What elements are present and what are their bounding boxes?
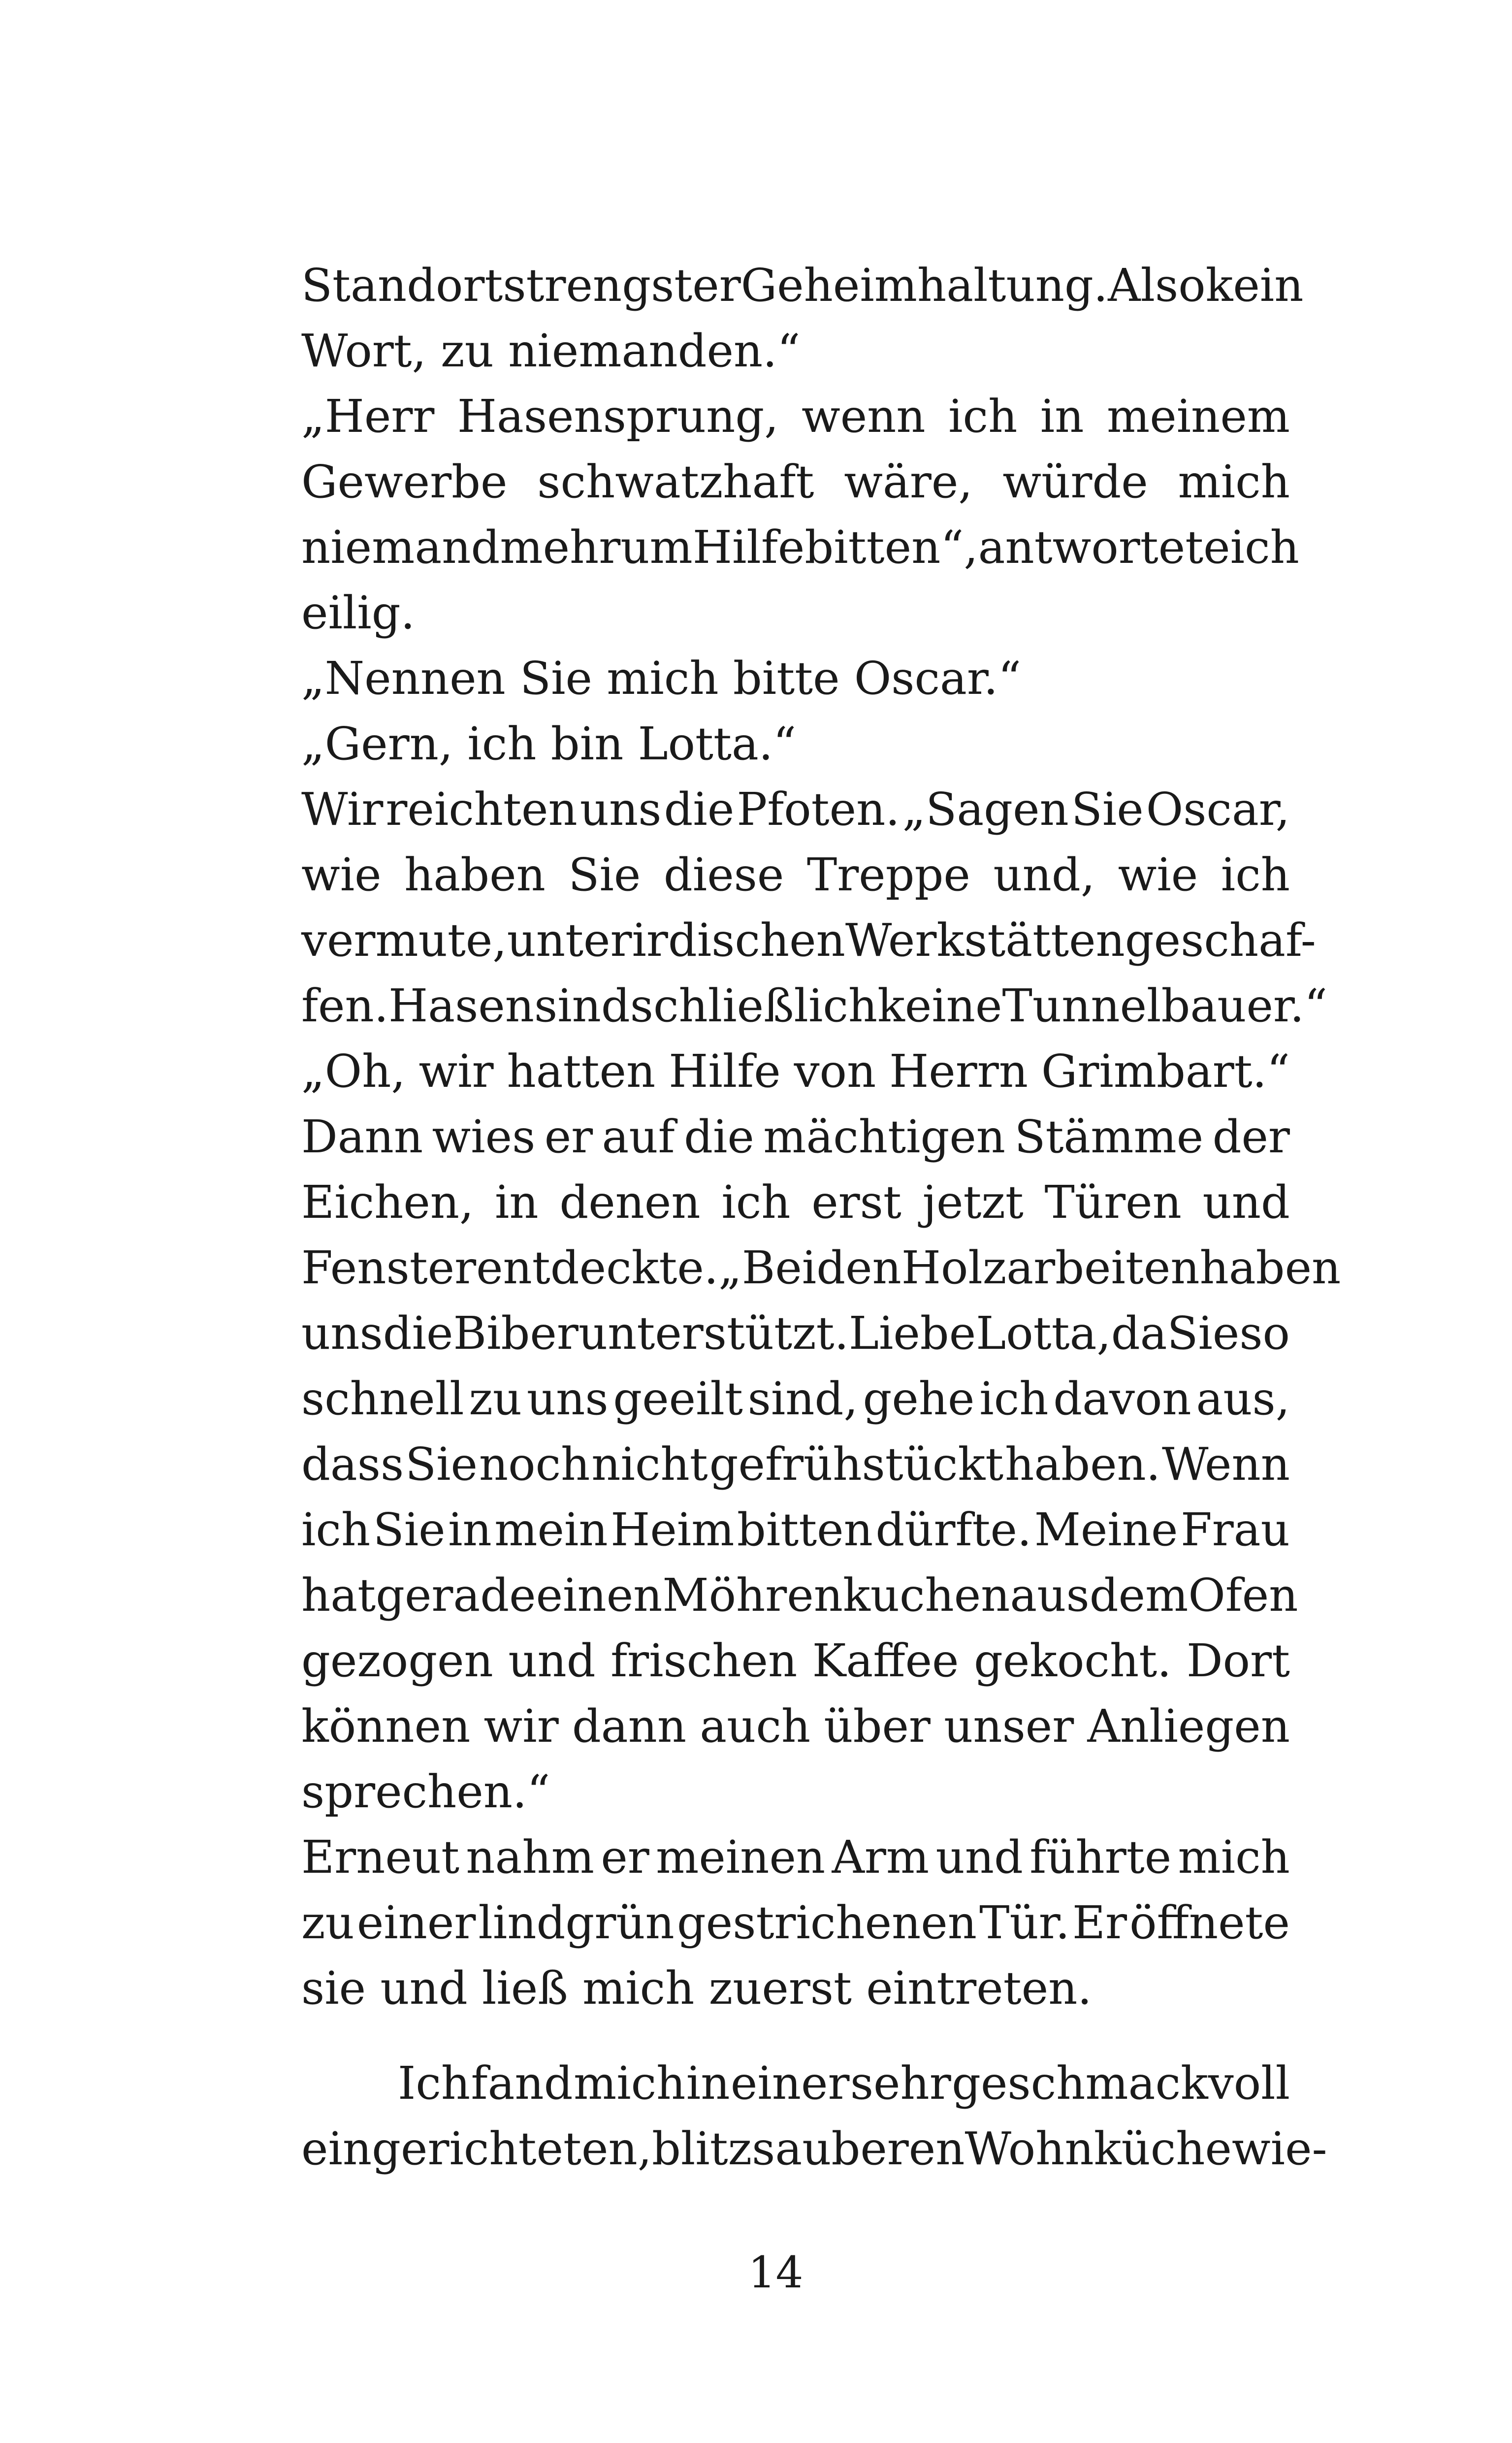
word: die bbox=[684, 1110, 754, 1163]
word: uns bbox=[579, 783, 662, 836]
text-line bbox=[301, 1694, 1290, 1759]
text-line bbox=[301, 1170, 1290, 1235]
word: so bbox=[1239, 1307, 1290, 1360]
word: führte bbox=[1029, 1831, 1172, 1884]
word: „Oh, bbox=[301, 1045, 406, 1098]
text-line bbox=[301, 908, 1316, 973]
word: die bbox=[383, 1307, 453, 1360]
text-line bbox=[301, 1432, 1290, 1497]
word: haben. bbox=[1005, 1438, 1161, 1491]
word: und bbox=[1202, 1176, 1290, 1229]
word: der bbox=[1212, 1110, 1290, 1163]
word: wenn bbox=[801, 390, 926, 443]
word: blitzsauberen bbox=[651, 2122, 965, 2175]
word: wie bbox=[301, 848, 382, 901]
word: Heim bbox=[611, 1503, 735, 1556]
word: in bbox=[448, 1503, 492, 1556]
text-line bbox=[301, 515, 1299, 580]
word: Geheimhaltung. bbox=[740, 259, 1108, 312]
word: Pfoten. bbox=[737, 783, 900, 836]
word: Tür. bbox=[979, 1896, 1070, 1949]
word: einen bbox=[536, 1569, 663, 1622]
word: Arm bbox=[832, 1831, 930, 1884]
word: gerade bbox=[376, 1569, 536, 1622]
word: Hasensprung, bbox=[457, 390, 779, 443]
word: Er bbox=[1072, 1896, 1127, 1949]
word: Lotta, bbox=[976, 1307, 1111, 1360]
word: gekocht. bbox=[973, 1634, 1172, 1687]
word: Treppe bbox=[806, 848, 970, 901]
word: zu bbox=[469, 1372, 522, 1425]
text-line bbox=[301, 1890, 1290, 1955]
word: in bbox=[686, 2057, 730, 2110]
text-line bbox=[301, 1628, 1290, 1694]
word: aus, bbox=[1196, 1372, 1290, 1425]
word: wie bbox=[1118, 848, 1198, 901]
word: über bbox=[824, 1700, 931, 1753]
word: ich bbox=[1230, 521, 1299, 574]
text-line bbox=[301, 1235, 1341, 1301]
word: Oscar, bbox=[1146, 783, 1290, 836]
word: jetzt bbox=[922, 1176, 1024, 1229]
word: hatten bbox=[507, 1045, 656, 1098]
paragraph-gap bbox=[301, 2021, 1290, 2051]
word: sind bbox=[534, 979, 630, 1032]
word: auch bbox=[700, 1700, 811, 1753]
text-line bbox=[301, 973, 1328, 1039]
word: Erneut bbox=[301, 1831, 460, 1884]
word: keine bbox=[877, 979, 1002, 1032]
word: Anliegen bbox=[1087, 1700, 1290, 1753]
word: Also bbox=[1108, 259, 1206, 312]
word: diese bbox=[663, 848, 784, 901]
word: schließlich bbox=[630, 979, 878, 1032]
word: gezogen bbox=[301, 1634, 493, 1687]
word: haben bbox=[1199, 1241, 1341, 1294]
word: und, bbox=[993, 848, 1095, 901]
word: einer bbox=[356, 1896, 476, 1949]
text-line: eilig. bbox=[301, 586, 415, 639]
word: Sie bbox=[405, 1438, 478, 1491]
word: die bbox=[664, 783, 735, 836]
word: Grimbart.“ bbox=[1041, 1045, 1290, 1098]
word: und bbox=[508, 1634, 596, 1687]
word: Türen bbox=[1044, 1176, 1182, 1229]
word: Tunnelbauer.“ bbox=[1002, 979, 1328, 1032]
word: gestrichenen bbox=[676, 1896, 977, 1949]
word: Hilfe bbox=[692, 521, 805, 574]
word: strengster bbox=[503, 259, 741, 312]
word: und bbox=[935, 1831, 1023, 1884]
word: gefrühstückt bbox=[709, 1438, 1004, 1491]
word: hat bbox=[301, 1569, 376, 1622]
text-line bbox=[301, 1301, 1290, 1366]
word: um bbox=[620, 521, 693, 574]
word: lindgrün bbox=[478, 1896, 675, 1949]
word: uns bbox=[526, 1372, 609, 1425]
word: geschaf- bbox=[1125, 914, 1316, 967]
word: „Bei bbox=[718, 1241, 817, 1294]
word: Stämme bbox=[1014, 1110, 1204, 1163]
word: „Sagen bbox=[902, 783, 1069, 836]
word: Ofen bbox=[1188, 1569, 1298, 1622]
word: Gewerbe bbox=[301, 456, 508, 508]
word: davon bbox=[1053, 1372, 1191, 1425]
word: Sie bbox=[373, 1503, 446, 1556]
word: uns bbox=[301, 1307, 383, 1360]
text-line bbox=[301, 842, 1290, 908]
word: Ich bbox=[398, 2057, 471, 2110]
word: reichten bbox=[386, 783, 578, 836]
word: Dann bbox=[301, 1110, 423, 1163]
word: sehr bbox=[850, 2057, 951, 2110]
word: Holzarbeiten bbox=[901, 1241, 1200, 1294]
word: Werkstätten bbox=[845, 914, 1125, 967]
word: vermute, bbox=[301, 914, 507, 967]
text-line bbox=[301, 1104, 1290, 1170]
word: unterstützt. bbox=[578, 1307, 849, 1360]
word: dem bbox=[1089, 1569, 1189, 1622]
text-line bbox=[301, 1824, 1290, 1890]
word: in bbox=[1040, 390, 1084, 443]
word: dass bbox=[301, 1438, 404, 1491]
word: einer bbox=[730, 2057, 850, 2110]
word: unser bbox=[944, 1700, 1074, 1753]
word: öffnete bbox=[1129, 1896, 1290, 1949]
word: entdeckte. bbox=[476, 1241, 719, 1294]
word: er bbox=[544, 1110, 593, 1163]
word: ich bbox=[948, 390, 1018, 443]
word: Möhrenkuchen bbox=[662, 1569, 1010, 1622]
text-line: sie und ließ mich zuerst eintreten. bbox=[301, 1962, 1092, 2015]
text-line bbox=[301, 777, 1290, 842]
word: unterirdischen bbox=[507, 914, 845, 967]
text-line bbox=[301, 449, 1290, 515]
text-line: „Nennen Sie mich bitte Oscar.“ bbox=[301, 652, 1021, 705]
word: er bbox=[601, 1831, 649, 1884]
text-line bbox=[301, 1563, 1298, 1628]
word: antwortete bbox=[978, 521, 1230, 574]
text-line bbox=[301, 1039, 1290, 1104]
word: Herrn bbox=[889, 1045, 1028, 1098]
word: geeilt bbox=[613, 1372, 743, 1425]
text-line bbox=[301, 2116, 1327, 2182]
word: Standort bbox=[301, 259, 503, 312]
word: würde bbox=[1002, 456, 1148, 508]
word: eingerichteten, bbox=[301, 2122, 652, 2175]
word: wir bbox=[483, 1700, 559, 1753]
word: Fenster bbox=[301, 1241, 477, 1294]
word: Wenn bbox=[1161, 1438, 1290, 1491]
word: wie- bbox=[1231, 2122, 1327, 2175]
word: meinem bbox=[1106, 390, 1290, 443]
word: Hasen bbox=[388, 979, 534, 1032]
word: Sie bbox=[568, 848, 641, 901]
word: Kaffee bbox=[812, 1634, 959, 1687]
word: bitten bbox=[737, 1503, 873, 1556]
word: zu bbox=[301, 1896, 354, 1949]
word: kein bbox=[1205, 259, 1304, 312]
word: fen. bbox=[301, 979, 388, 1032]
word: ich bbox=[1221, 848, 1290, 901]
word: aus bbox=[1010, 1569, 1090, 1622]
word: fand bbox=[471, 2057, 573, 2110]
word: haben bbox=[404, 848, 546, 901]
word: denen bbox=[559, 1176, 701, 1229]
word: da bbox=[1111, 1307, 1167, 1360]
word: schwatzhaft bbox=[537, 456, 814, 508]
word: „Herr bbox=[301, 390, 435, 443]
word: meinen bbox=[656, 1831, 826, 1884]
word: geschmackvoll bbox=[952, 2057, 1290, 2110]
text-line bbox=[301, 384, 1290, 449]
word: sind, bbox=[747, 1372, 858, 1425]
word: ich bbox=[301, 1503, 371, 1556]
text-line bbox=[301, 1366, 1290, 1432]
word: gehe bbox=[863, 1372, 975, 1425]
word: dann bbox=[572, 1700, 687, 1753]
text-line: sprechen.“ bbox=[301, 1765, 550, 1818]
word: Dort bbox=[1186, 1634, 1290, 1687]
word: mich bbox=[573, 2057, 686, 2110]
word: Wir bbox=[301, 783, 384, 836]
word: Frau bbox=[1180, 1503, 1290, 1556]
word: auf bbox=[602, 1110, 675, 1163]
word: niemand bbox=[301, 521, 500, 574]
word: Wohnküche bbox=[965, 2122, 1232, 2175]
word: den bbox=[816, 1241, 901, 1294]
word: Sie bbox=[1167, 1307, 1240, 1360]
text-line: Wort, zu niemanden.“ bbox=[301, 325, 801, 377]
word: Meine bbox=[1034, 1503, 1178, 1556]
word: mich bbox=[1178, 456, 1290, 508]
word: Liebe bbox=[848, 1307, 976, 1360]
word: bitten“, bbox=[804, 521, 978, 574]
body-text bbox=[301, 253, 1341, 2182]
word: mein bbox=[494, 1503, 608, 1556]
word: Sie bbox=[1071, 783, 1144, 836]
word: mächtigen bbox=[763, 1110, 1006, 1163]
word: ich bbox=[979, 1372, 1049, 1425]
word: von bbox=[794, 1045, 876, 1098]
word: mich bbox=[1178, 1831, 1290, 1884]
word: können bbox=[301, 1700, 471, 1753]
word: noch bbox=[479, 1438, 590, 1491]
word: Biber bbox=[453, 1307, 579, 1360]
text-line: „Gern, ich bin Lotta.“ bbox=[301, 717, 797, 770]
text-line bbox=[301, 253, 1304, 318]
page-number: 14 bbox=[748, 2247, 804, 2298]
word: in bbox=[494, 1176, 539, 1229]
word: ich bbox=[721, 1176, 791, 1229]
text-line bbox=[301, 1497, 1290, 1563]
word: mehr bbox=[500, 521, 621, 574]
word: nicht bbox=[591, 1438, 708, 1491]
word: nahm bbox=[466, 1831, 594, 1884]
word: wäre, bbox=[844, 456, 973, 508]
word: Eichen, bbox=[301, 1176, 474, 1229]
word: wies bbox=[432, 1110, 536, 1163]
word: erst bbox=[811, 1176, 901, 1229]
text-line bbox=[301, 2051, 1290, 2116]
word: schnell bbox=[301, 1372, 464, 1425]
word: Hilfe bbox=[669, 1045, 781, 1098]
word: wir bbox=[418, 1045, 494, 1098]
word: dürfte. bbox=[875, 1503, 1032, 1556]
word: frischen bbox=[611, 1634, 798, 1687]
